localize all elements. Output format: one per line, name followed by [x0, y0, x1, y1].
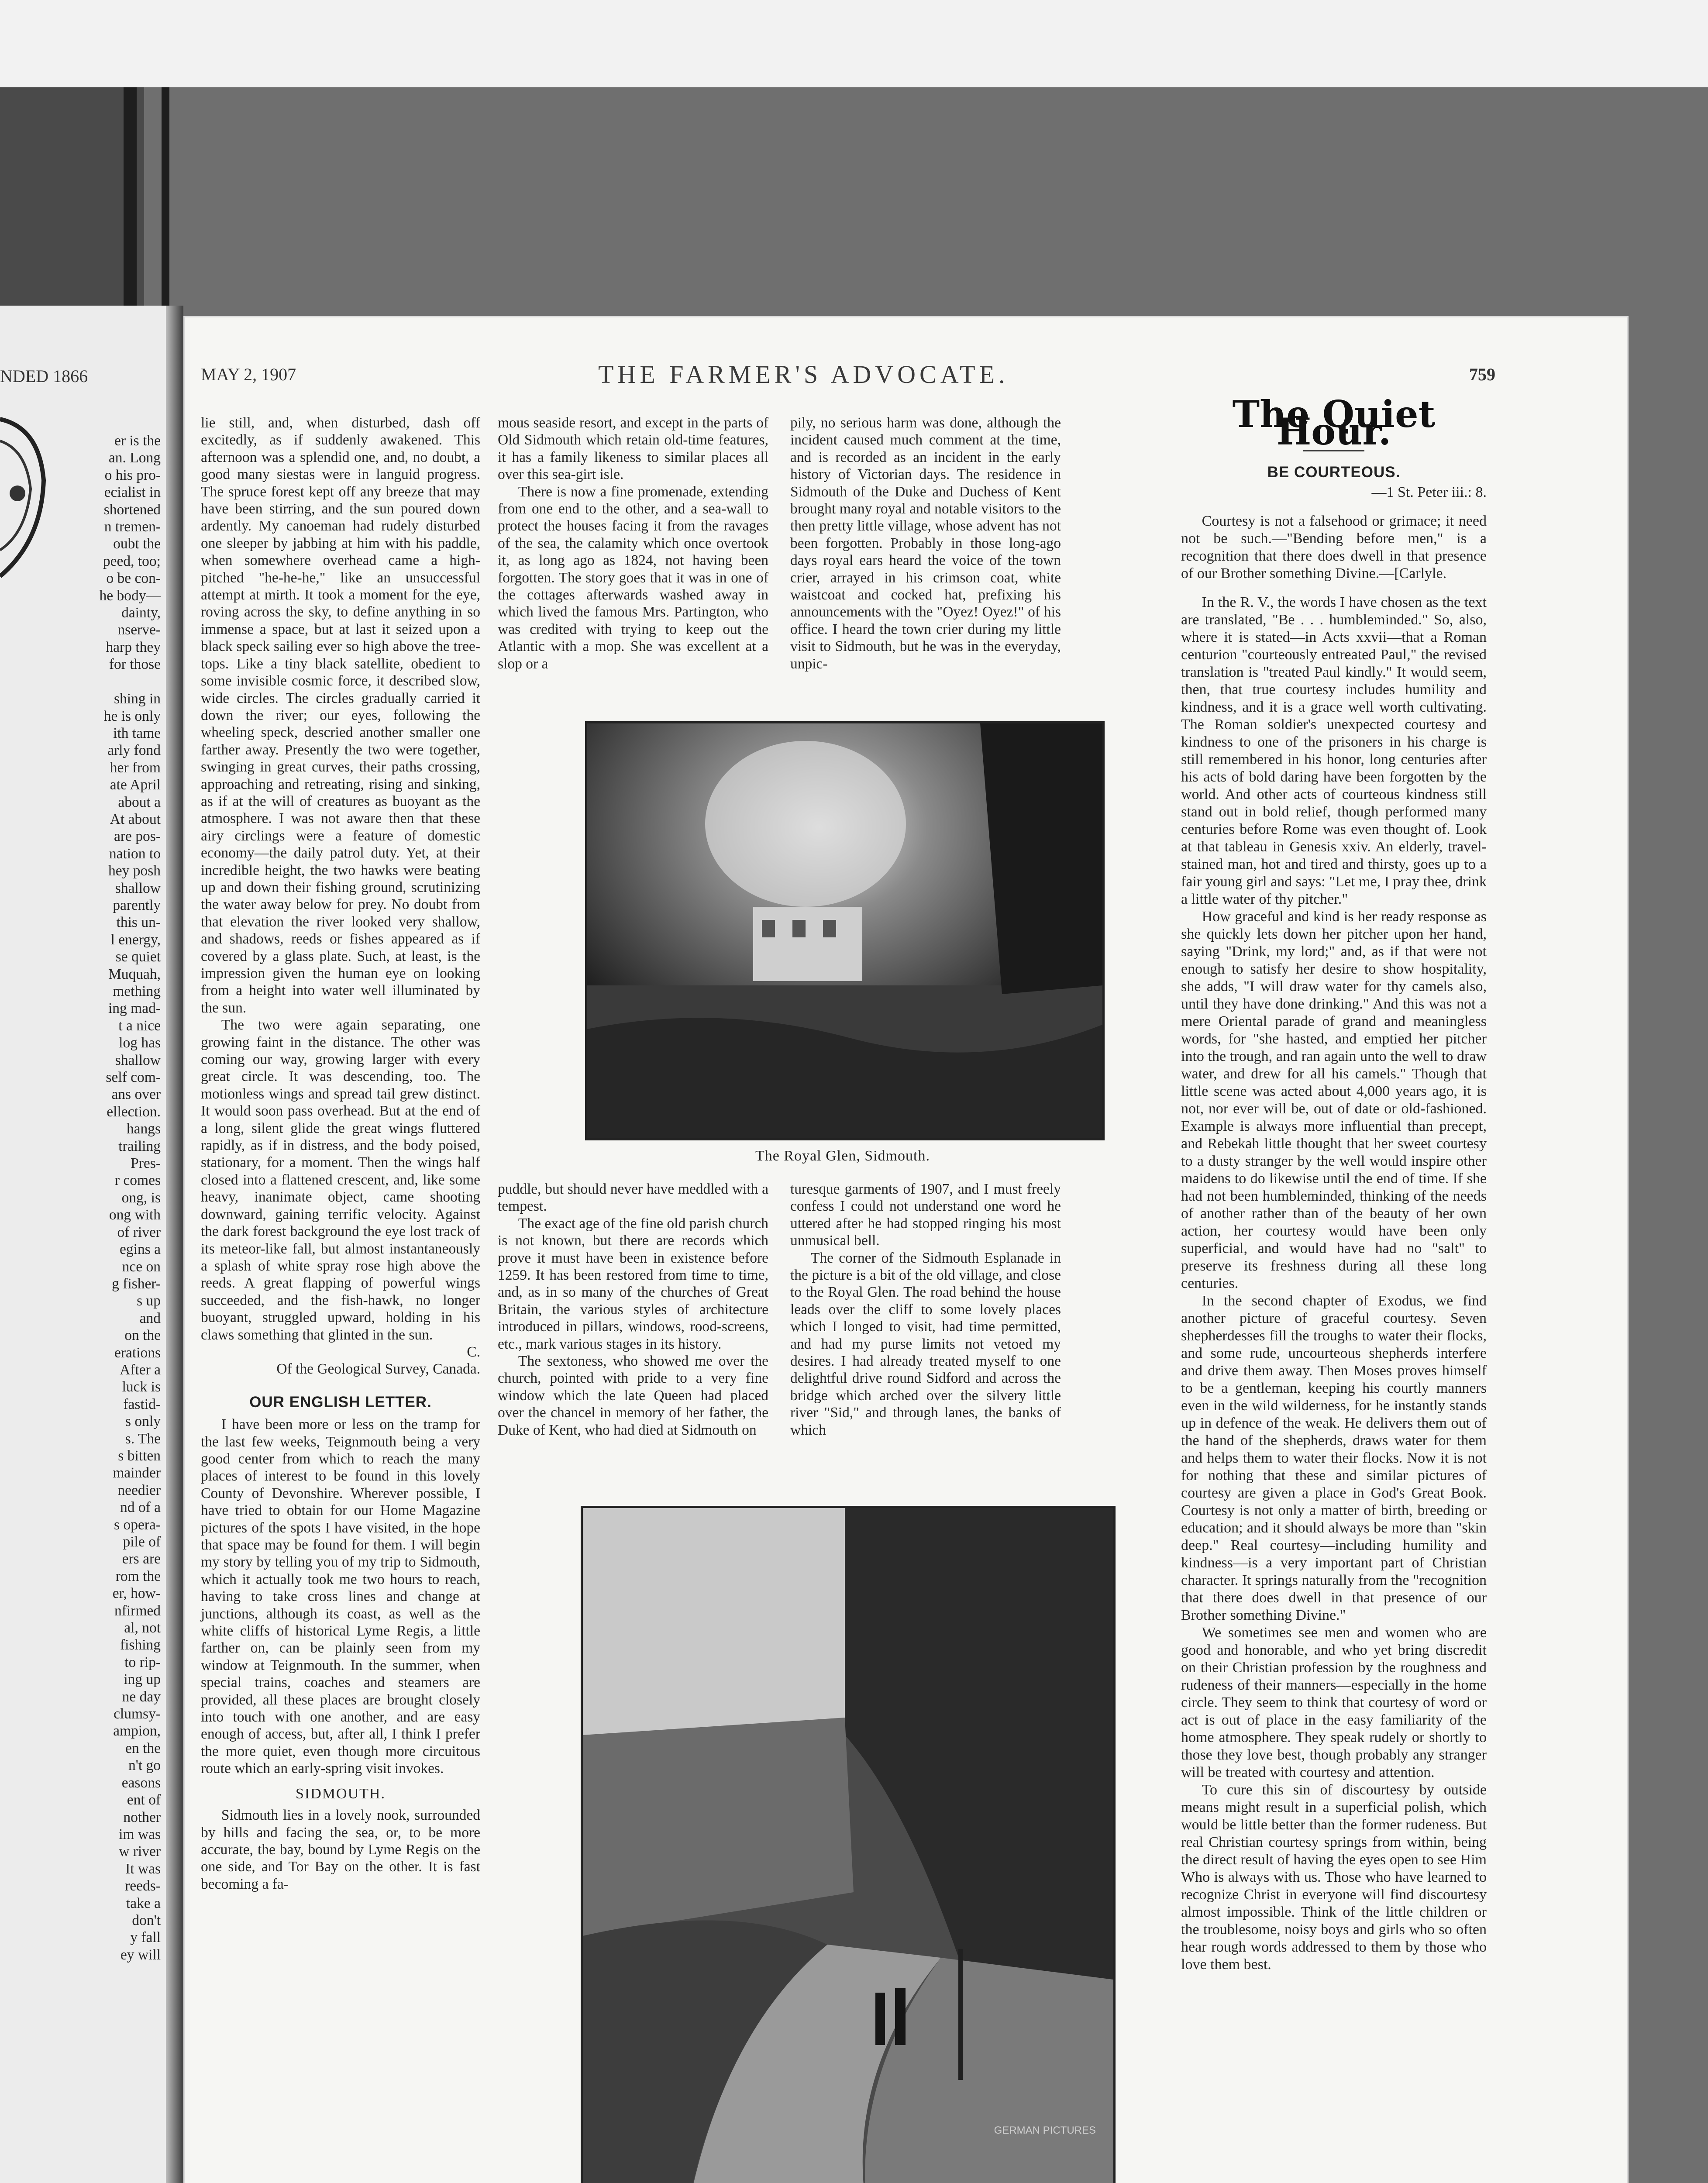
previous-page-line: s. The	[125, 1430, 161, 1447]
previous-page-line: en the	[125, 1740, 161, 1756]
paragraph: The exact age of the fine old parish church is not known, but there are records which prove it must have been in existence before 1259. It has been restored from time to time, and, as in so many of the churches of Great Britain, the various styles of architecture introduced in pillars, windows, rood-screens, etc., mark various stages in its history.	[498, 1215, 768, 1352]
previous-page-line: reeds-	[125, 1878, 161, 1894]
previous-page-line: fishing	[120, 1637, 161, 1653]
previous-page-line: At about	[110, 811, 161, 827]
previous-page-line: s up	[137, 1293, 161, 1309]
previous-page-header: NDED 1866	[0, 366, 88, 386]
paragraph: To cure this sin of discourtesy by outside means might result in a superficial polish, which would be little better than the former rudeness. But real Christian courtesy springs from within, being the direct result of having the eyes open to see Him Who is always with us. Those who have learned to recognize Christ in everyone will find discourtesy almost impossible. Think of the little children or the troublesome, noisy boys and girls who so often hear rough words addressed to them by those who love them best.	[1181, 1782, 1487, 1973]
previous-page-line: peed, too;	[103, 553, 161, 569]
column-quiet-hour	[1181, 393, 1487, 1973]
paragraph: turesque garments of 1907, and I must freely confess I could not understand one word he uttered after he had stopped ringing his most unmusical bell.	[790, 1181, 1061, 1249]
previous-page-line: ate April	[110, 777, 161, 793]
previous-page-line: egins a	[120, 1241, 161, 1258]
paragraph: The corner of the Sidmouth Esplanade in the picture is a bit of the old village, and close to the Royal Glen. The road behind the house leads over the cliff to some lovely places which I longed to visit, had time permitted, and had my purse limits not vetoed my desires. I had already treated myself to one delightful drive round Sidford and across the bridge which arched over the silvery little river "Sid," and through lanes, the banks of which	[790, 1250, 1061, 1438]
previous-page-line: about a	[118, 794, 161, 810]
previous-page-line: oubt the	[113, 536, 161, 552]
quiet-hour-heading: BE COURTEOUS.	[1267, 464, 1401, 481]
previous-page-line: erations	[114, 1344, 161, 1361]
previous-page-line: ong, is	[121, 1189, 161, 1206]
previous-page-line: r comes	[114, 1172, 161, 1189]
column-sidmouth-top	[498, 414, 768, 672]
previous-page-line: ey will	[120, 1946, 161, 1963]
previous-page-line: this un-	[116, 914, 161, 931]
previous-page-line: ong with	[109, 1207, 161, 1223]
previous-page-line: fastid-	[123, 1396, 161, 1412]
page-number: 759	[1469, 365, 1495, 384]
previous-page-line: nce on	[122, 1258, 161, 1275]
previous-page-line: ers are	[122, 1551, 161, 1567]
previous-page-line: on the	[124, 1327, 161, 1344]
column-town-crier-top	[790, 414, 1061, 672]
column-church	[498, 1181, 768, 1439]
previous-page-line: shortened	[103, 501, 161, 518]
previous-page-line: an. Long	[108, 450, 161, 466]
previous-page-line: take a	[126, 1895, 161, 1911]
previous-page-line: needier	[117, 1482, 161, 1498]
previous-page-line: he is only	[103, 708, 161, 724]
previous-page-line: se quiet	[115, 949, 161, 965]
section-heading-english-letter: OUR ENGLISH LETTER.	[249, 1393, 432, 1411]
previous-page-line: rom the	[115, 1568, 161, 1584]
previous-page-line: to rip-	[124, 1654, 161, 1670]
masthead-title: THE FARMER'S ADVOCATE.	[598, 360, 1009, 389]
author-initial: C.	[467, 1343, 480, 1360]
royal-glen-image	[587, 723, 1102, 1138]
author-affiliation: Of the Geological Survey, Canada.	[276, 1361, 480, 1377]
previous-page-line: al, not	[124, 1620, 161, 1636]
previous-page-line: im was	[119, 1826, 161, 1842]
previous-page-line: shallow	[115, 880, 161, 896]
previous-page-line: o his pro-	[104, 467, 161, 483]
previous-page-line: ing up	[124, 1671, 161, 1688]
paragraph: Sidmouth lies in a lovely nook, surrounded by hills and facing the sea, or, to be more accurate, the bay, bound by Lyme Regis on the one side, and Tor Bay on the other. It is fast becoming a fa-	[201, 1807, 480, 1892]
paragraph: pily, no serious harm was done, although the incident caused much comment at the time, and is recorded as an incident in the early history of Victorian days. The residence in Sidmouth of the Duke and Duchess of Kent brought many royal and notable visitors to the then pretty little village, whose advent has not been forgotten. Probably in those long-ago days royal ears heard the voice of the town crier, arrayed in his crimson coat, white waistcoat and cocked hat, prefixing his announcements with the "Oyez! Oyez!" of his office. I heard the town crier during my little visit to Sidmouth, but he was in the everyday, unpic-	[790, 415, 1061, 672]
previous-page-line: After a	[120, 1361, 161, 1378]
previous-page-line: and	[139, 1310, 161, 1326]
previous-page-line: n tremen-	[104, 519, 161, 535]
previous-page-line: are pos-	[114, 828, 161, 845]
previous-page-line: he body—	[99, 587, 161, 604]
photo-caption-royal-glen: The Royal Glen, Sidmouth.	[755, 1148, 930, 1164]
paragraph: There is now a fine promenade, extending from one end to the other, and a sea-wall to protect the houses facing it from the ravages of the sea, the calamity which once overtook it, as long ago as 1824, not having been forgotten. The story goes that it was in one of the cottages afterwards washed away in which lived the famous Mrs. Partington, who was credited with trying to keep out the Atlantic with a mop. She was excellent at a slop or a	[498, 483, 768, 672]
previous-page-line: s opera-	[114, 1516, 161, 1533]
previous-page-line: mething	[113, 983, 161, 999]
previous-page-line: w river	[119, 1843, 161, 1860]
previous-page-line: shing in	[114, 691, 161, 707]
previous-page-line: l energy,	[110, 931, 161, 948]
previous-page-line: dainty,	[121, 605, 161, 621]
previous-page-line: arly fond	[107, 742, 161, 759]
paragraph: puddle, but should never have meddled with a tempest.	[498, 1181, 768, 1215]
previous-page-line: log has	[119, 1035, 161, 1051]
paragraph: We sometimes see men and women who are good and honorable, and who yet bring discredit on their Christian profession by the roughness and rudeness of their manners—especially in the home circle. They seem to think that courtesy of word or act is out of place in the easy familiarity of the home atmosphere. They speak rudely or shortly to those they love best, though probably any stranger will be treated with courtesy and attention.	[1181, 1625, 1487, 1780]
previous-page-line: nfirmed	[114, 1602, 161, 1619]
previous-page-line: er, how-	[112, 1585, 161, 1602]
previous-page-line: Muquah,	[108, 966, 161, 982]
previous-page-line: ans over	[111, 1086, 161, 1103]
previous-page-line: ampion,	[113, 1723, 161, 1739]
previous-page-line: pile of	[123, 1534, 161, 1550]
scripture-citation: —1 St. Peter iii.: 8.	[1371, 484, 1487, 500]
previous-page-text-column	[8, 432, 161, 1963]
previous-page-edge	[0, 306, 166, 2183]
column-nature-essay	[201, 414, 480, 1893]
previous-page-line: for those	[109, 656, 161, 673]
previous-page-line: t a nice	[118, 1017, 161, 1034]
photographer-mark: GERMAN PICTURES	[994, 2124, 1096, 2136]
column-esplanade	[790, 1181, 1061, 1439]
previous-page-line: y fall	[130, 1929, 161, 1946]
paragraph: I have been more or less on the tramp for the last few weeks, Teignmouth being a very good center from which to reach the many places of interest to be found in this lovely County of Devonshire. Wherever possible, I have tried to obtain for our Home Magazine pictures of the spots I have visited, in the hope that space may be found for them. I will begin my story by telling you of my trip to Sidmouth, which it actually took me two hours to reach, having to take cross lines and change at junctions, although its coast, as well as the white cliffs of historical Lyme Regis, a little farther on, can be plainly seen from my window at Teignmouth. In the summer, when special trains, coaches and steamers are provided, all these places are brought closely into touch with one another, and are easy enough of access, but, after all, I think I prefer the more quiet, even though more circuitous route which an early-spring visit invokes.	[201, 1416, 480, 1777]
paragraph: The two were again separating, one growing faint in the distance. The other was coming our way, growing larger with every great circle. It was descending, too. The motionless wings and spread tail grew distinct. It would soon pass overhead. But at the end of a long, silent glide the great wings fluttered rapidly, as if in distress, and the body poised, stationary, for a moment. Then the wings half closed into a flattened crescent, and, like some heavy, inanimate object, came shooting downward, gaining terrific velocity. Against the dark forest background the eye lost track of its meteor-like fall, but almost instantaneously a splash of white spray rose high above the reeds. A great flapping of powerful wings succeeded, and the fish-hawk, no longer buoyant, struggled upward, holding in his claws something that glinted in the sun.	[201, 1017, 480, 1343]
paragraph: How graceful and kind is her ready response as she quickly lets down her pitcher upon her hand, saying "Drink, my lord;" and, as if that were not enough to satisfy her desire to show hospitality, she adds, "I will draw water for thy camels also, until they have done drinking." And this was not a mere Oriental parade of grand and meaningless words, for "she hasted, and emptied her pitcher into the trough, and ran again unto the well to draw water, and drew for all his camels." Though that little scene was acted about 4,000 years ago, it is not, nor ever will be, out of date or old-fashioned. Example is always more influential than precept, and Rebekah little thought that her sweet courtesy to a dusty stranger by the well would inspire other maidens to do likewise until the end of time. If she had not been humbleminded, thinking of the needs of another rather than of the beauty of her own action, her courtesy would have been only superficial, and would have had no "salt" to preserve its freshness during all these long centuries.	[1181, 909, 1487, 1291]
previous-page-line: ith tame	[113, 725, 161, 741]
previous-page-line: It was	[125, 1860, 161, 1877]
newspaper-page	[183, 316, 1629, 2183]
paragraph: In the second chapter of Exodus, we find another picture of graceful courtesy. Seven shepherdesses fill the troughs to water their flocks, and some rude, uncourteous shepherds interfere and drive them away. Then Moses proves himself to be a gentleman, keeping his courtly manners even in the wild wilderness, for he instantly stands up in defence of the weak. He delivers them out of the hand of the shepherds, draws water for them and helps them to water their flocks. Now it is not for nothing that these and similar pictures of courtesy are given a place in God's Great Book. Courtesy is not only a matter of birth, breeding or education; and it should always be more than "skin deep." Real courtesy—including humility and kindness—is a very important part of Christian character. It springs naturally from the "recognition that there does dwell in that presence of our Brother something Divine."	[1181, 1293, 1487, 1623]
paragraph: In the R. V., the words I have chosen as the text are translated, "Be . . . humbleminded." So, also, where it is stated—in Acts xxvii—that a Roman centurion "courteously entreated Paul," the revised translation is "treated Paul kindly." It would seem, then, that true courtesy includes humility and kindness, and it is a grace well worth cultivating. The Roman soldier's unexpected courtesy and kindness to one of the prisoners in his charge is still remembered in his honor, long centuries after his acts of bold daring have been forgotten by the world. And other acts of courteous kindness still stand out in bold relief, though performed many centuries before Rome was even thought of. Look at that tableau in Genesis xxiv. An elderly, travel-stained man, hot and tired and thirsty, goes up to a fair young girl and says: "Let me, I pray thee, drink a little water of thy pitcher."	[1181, 594, 1487, 907]
previous-page-line: n't go	[128, 1757, 161, 1774]
previous-page-line: self com-	[106, 1069, 161, 1086]
previous-page-line: her from	[110, 759, 161, 776]
previous-page-line: ecialist in	[104, 484, 161, 501]
paragraph: lie still, and, when disturbed, dash off excitedly, as if suddenly awakened. This afternoon was a splendid one, and, no doubt, a good many siestas were in languid progress. The spruce forest kept off any breeze that may have been stirring, and the sun poured down ardently. My canoeman had rudely disturbed one sleeper by jabbing at him with his paddle, when somewhere overhead came a high-pitched "he-he-he," like an unsuccessful attempt at mirth. It took a moment for the eye, roving across the sky, to define anything in so immense a space, but at last it seized upon a black speck sailing ever so high above the tree-tops. Like a tiny black satellite, obedient to some invisible cosmic force, it described slow, wide circles. The circles gradually carried it down the river; our eyes, following the wheeling speck, descried another smaller one farther away. Presently the two were together, swinging in great curves, their paths crossing, approaching and retreating, rising and sinking, as if at the will of creatures as buoyant as the atmosphere. I was not aware then that these airy circlings were a feature of domestic economy—the daily patrol duty. Yet, at their incredible height, the two hawks were beating up and down their fishing ground, scrutinizing the water away below for prey. No doubt from that elevation the river looked very shallow, and shadows, reeds or fishes appeared as if covered by a glass plate. Such, at least, is the impression given the human eye on looking from a height into water well illuminated by the sun.	[201, 415, 480, 1016]
previous-page-line: s only	[125, 1413, 161, 1430]
section-heading-sidmouth: SIDMOUTH.	[296, 1785, 386, 1802]
page-fold-shadow	[166, 306, 183, 2183]
previous-page-line: don't	[132, 1912, 161, 1928]
previous-page-line: nd of a	[120, 1499, 161, 1516]
issue-date: MAY 2, 1907	[201, 365, 296, 384]
previous-page-line: clumsy-	[114, 1706, 161, 1722]
previous-page-line: hey posh	[108, 863, 161, 879]
film-margin-top	[0, 0, 1708, 87]
previous-page-line: Pres-	[131, 1155, 161, 1172]
paragraph: mous seaside resort, and except in the parts of Old Sidmouth which retain old-time features, it has a family likeness to similar places all over this sea-girt isle.	[498, 415, 768, 483]
previous-page-line: er is the	[114, 433, 161, 449]
previous-page-line: harp they	[106, 639, 161, 655]
previous-page-line: ne day	[122, 1688, 161, 1705]
previous-page-line: parently	[113, 897, 161, 913]
previous-page-line: ent of	[127, 1792, 161, 1808]
previous-page-line: shallow	[115, 1052, 161, 1068]
previous-page-line: easons	[121, 1774, 161, 1791]
previous-page-line: nserve-	[117, 622, 161, 638]
previous-page-line: s bitten	[118, 1447, 161, 1464]
paragraph: The sextoness, who showed me over the church, pointed with pride to a very fine window which the late Queen had placed over the chancel in memory of her father, the Duke of Kent, who had died at Sidmouth on	[498, 1353, 768, 1438]
previous-page-line: o be con-	[106, 570, 161, 587]
previous-page-line: trailing	[118, 1138, 161, 1154]
previous-page-line: ellection.	[107, 1103, 161, 1120]
photo-esplanade	[581, 1506, 1116, 2183]
previous-page-line: nother	[123, 1809, 161, 1825]
previous-page-line: nation to	[109, 845, 161, 862]
quiet-hour-title: The Quiet Hour.	[1232, 393, 1436, 453]
esplanade-image	[583, 1508, 1113, 2183]
paragraph: Courtesy is not a falsehood or grimace; it need not be such.—"Bending before men," is a recognition that there does dwell in that presence of our Brother something Divine.—[Carlyle.	[1181, 513, 1487, 582]
previous-page-line: mainder	[113, 1465, 161, 1481]
previous-page-line: hangs	[126, 1121, 161, 1137]
previous-page-line: of river	[117, 1224, 161, 1240]
photo-royal-glen	[585, 721, 1105, 1140]
previous-page-line: g fisher-	[112, 1275, 161, 1292]
previous-page-line	[8, 673, 161, 690]
previous-page-line: luck is	[122, 1379, 161, 1395]
previous-page-line: ing mad-	[108, 1000, 161, 1017]
